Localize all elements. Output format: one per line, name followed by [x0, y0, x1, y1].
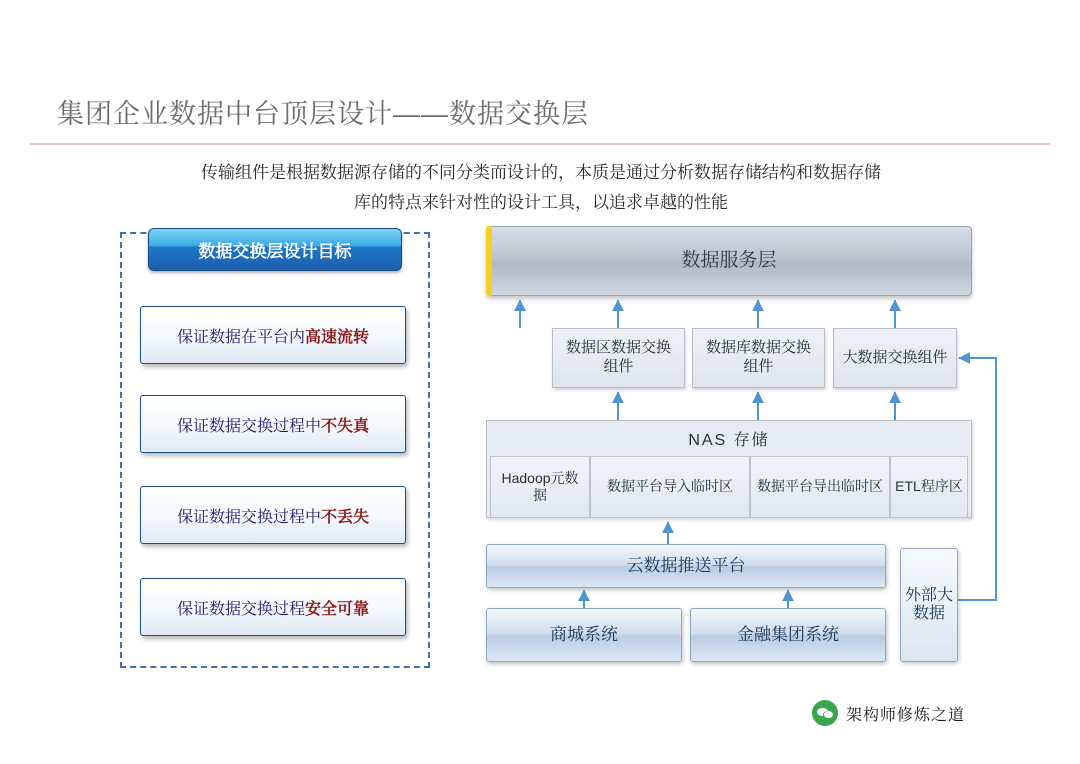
nas-storage-title: NAS 存储 [688, 431, 770, 449]
service-layer-block: 数据服务层 [486, 226, 972, 296]
goal-item-emphasis: 不丢失 [321, 508, 370, 526]
wechat-icon [812, 700, 838, 726]
goal-item-emphasis: 不失真 [321, 417, 370, 435]
footer-account-name: 架构师修炼之道 [846, 706, 966, 724]
source-system-block: 商城系统 [486, 608, 682, 662]
goal-item [140, 306, 406, 364]
page-title: 集团企业数据中台顶层设计——数据交换层 [57, 99, 589, 129]
subtitle-line-1: 传输组件是根据数据源存储的不同分类而设计的，本质是通过分析数据存储结构和数据存储 [201, 163, 881, 182]
footer-watermark [812, 700, 965, 726]
goal-item-emphasis: 高速流转 [305, 328, 370, 346]
goal-item-emphasis: 安全可靠 [305, 600, 370, 618]
external-bigdata-block: 外部大数据 [900, 548, 958, 662]
goal-item-prefix: 保证数据交换过程中 [176, 417, 321, 435]
goals-header: 数据交换层设计目标 [148, 228, 402, 271]
exchange-component-block: 大数据交换组件 [833, 328, 957, 388]
subtitle-line-2: 库的特点来针对性的设计工具，以追求卓越的性能 [354, 193, 728, 212]
goal-item-prefix: 保证数据交换过程中 [176, 508, 321, 526]
goal-item [140, 486, 406, 544]
exchange-component-block: 数据区数据交换组件 [552, 328, 685, 388]
nas-cell: 数据平台导出临时区 [750, 456, 890, 518]
goal-item [140, 395, 406, 453]
goal-item [140, 578, 406, 636]
service-layer-accent [486, 226, 492, 296]
cloud-push-platform-block: 云数据推送平台 [486, 544, 886, 588]
nas-cell: ETL程序区 [890, 456, 968, 518]
slide-subtitle [110, 158, 972, 218]
title-divider [30, 143, 1050, 145]
nas-cell: Hadoop元数据 [490, 456, 590, 518]
goal-item-prefix: 保证数据交换过程 [176, 600, 305, 618]
nas-cell: 数据平台导入临时区 [590, 456, 750, 518]
exchange-component-block: 数据库数据交换组件 [692, 328, 825, 388]
goal-item-prefix: 保证数据在平台内 [176, 328, 305, 346]
source-system-block: 金融集团系统 [690, 608, 886, 662]
